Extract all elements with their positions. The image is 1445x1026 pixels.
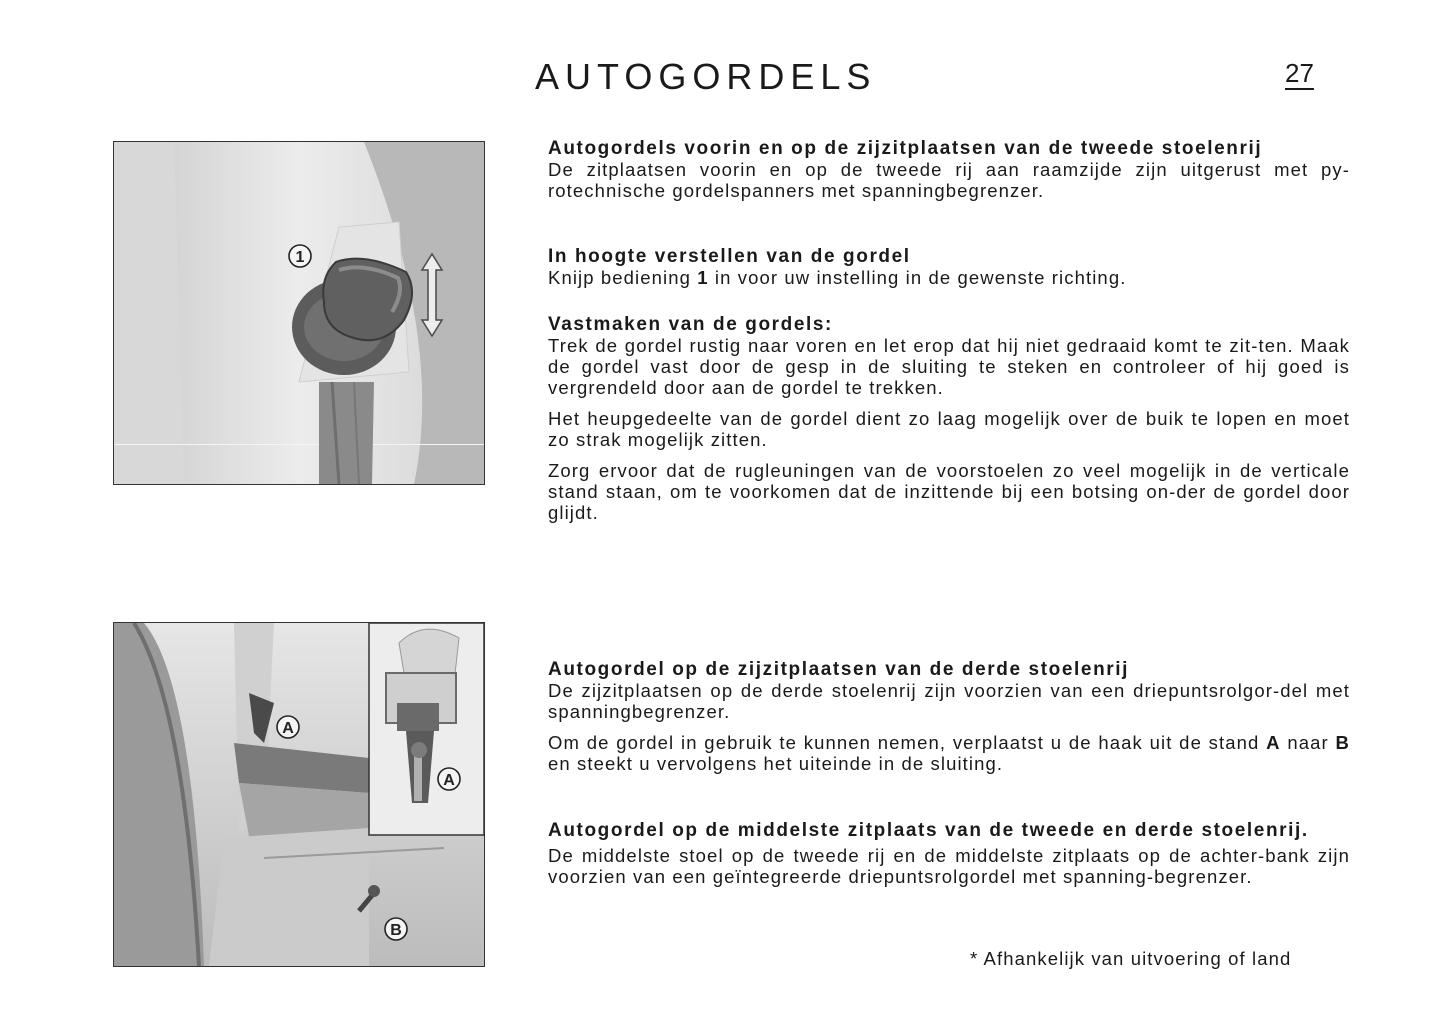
figure-third-row-belt [113,622,485,967]
section-paragraph [548,267,1350,288]
bold-run: B [1335,732,1350,753]
section-heading: Autogordel op de zijzitplaatsen van de derde stoelenrij [548,659,1130,680]
text-run: naar [1280,732,1336,753]
text-run: Om de gordel in gebruik te kunnen nemen, verplaatst u de haak uit de stand [548,732,1267,753]
callout-a-label: A [282,720,294,737]
figure-belt-height-adjuster [113,141,485,485]
text-run: in voor uw instelling in de gewenste richting. [708,267,1127,288]
callout-1-label: 1 [295,249,305,266]
third-row-illustration [114,623,484,966]
section-heading: Vastmaken van de gordels: [548,314,833,335]
section-front-second-row [548,139,1350,201]
section-fastening [548,315,1350,523]
callout-a-inset-label: A [443,772,455,789]
page-title: AUTOGORDELS [535,56,877,97]
section-paragraph: De zijzitplaatsen op de derde stoelenrij zijn voorzien van een driepuntsrolgor-del met spanningbegrenzer. [548,680,1350,722]
section-height-adjustment [548,247,1350,288]
section-paragraph: Zorg ervoor dat de rugleuningen van de voorstoelen zo veel mogelijk in de verticale stand staan, om te voorkomen dat de inzittende bij een botsing on-der de gordel door glijdt. [548,460,1350,523]
section-third-row-side [548,660,1350,774]
section-paragraph: Het heupgedeelte van de gordel dient zo laag mogelijk over de buik te lopen en moet zo strak mogelijk zitten. [548,408,1350,450]
section-heading: Autogordel op de middelste zitplaats van de tweede en derde stoelenrij. [548,820,1309,841]
section-middle-seat [548,821,1350,887]
section-paragraph: De zitplaatsen voorin en op de tweede rij aan raamzijde zijn uitgerust met py-rotechnische gordelspanners met spanningbegrenzer. [548,159,1350,201]
section-paragraph: De middelste stoel op de tweede rij en de middelste zitplaats op de achter-bank zijn voorzien van een geïntegreerde driepuntsrolgordel met spanning-begrenzer. [548,845,1350,887]
text-run: Knijp bediening [548,267,698,288]
callout-b-label: B [390,922,402,939]
section-heading: Autogordels voorin en op de zijzitplaatsen van de tweede stoelenrij [548,138,1263,159]
bold-run: 1 [697,267,709,288]
section-paragraph: Trek de gordel rustig naar voren en let erop dat hij niet gedraaid komt te zit-ten. Maak de gordel vast door de gesp in de sluiting te steken en controleer of hij goed is vergrendeld door aan de gordel te trekken. [548,335,1350,398]
section-paragraph [548,732,1350,774]
belt-adjuster-illustration [114,142,484,484]
text-run: en steekt u vervolgens het uiteinde in de sluiting. [548,753,1004,774]
bold-run: A [1266,732,1281,753]
section-heading: In hoogte verstellen van de gordel [548,246,911,267]
footnote: * Afhankelijk van uitvoering of land [970,948,1292,969]
page-number: 27 [1285,58,1314,88]
